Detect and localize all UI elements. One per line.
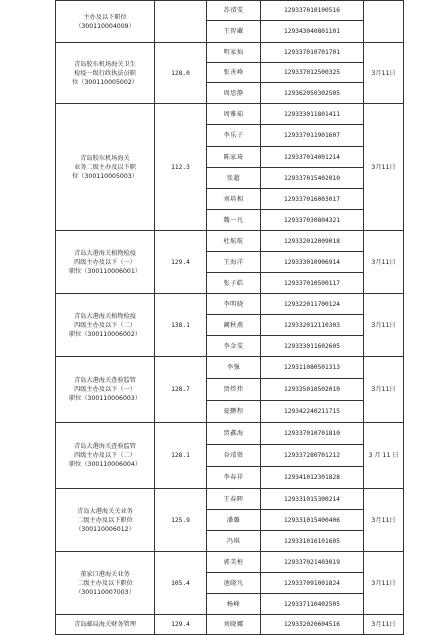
name-cell: 周思静	[207, 83, 261, 104]
position-line: （300110006012）	[75, 525, 135, 533]
ticket-id-cell: 129337010100516	[261, 1, 364, 21]
position-line: 位（300110005003）	[72, 172, 138, 180]
ticket-id-cell: 129337010701810	[261, 423, 364, 445]
date-cell: 3月11日	[364, 615, 404, 635]
position-line: 职位（300110006004）	[69, 461, 141, 468]
position-cell	[56, 43, 155, 104]
ticket-id-cell: 129337091001824	[261, 573, 364, 594]
ticket-id-cell: 129337010500117	[261, 273, 364, 294]
ticket-id-cell: 129337012500325	[261, 63, 364, 83]
name-cell: 贾炜炜	[207, 379, 261, 401]
date-cell: 3月11日	[364, 43, 404, 104]
date-cell: 3月11日	[364, 104, 404, 231]
name-cell: 阚秋燕	[207, 315, 261, 336]
ticket-id-cell: 129337014001214	[261, 147, 364, 168]
score-cell: 128.0	[155, 43, 207, 104]
ticket-id-cell: 129337016003017	[261, 189, 364, 210]
position-line: 青岛大港海关查验监管	[74, 377, 136, 384]
position-line: 青岛大港海关查验监管	[74, 443, 136, 450]
ticket-id-cell: 129337280701212	[261, 445, 364, 467]
ticket-id-cell: 129343040801101	[261, 21, 364, 43]
position-line: 四级主办及以下（二）	[74, 452, 136, 459]
position-cell	[56, 552, 155, 615]
date-cell: 3月11日	[364, 231, 404, 294]
name-cell: 王海洋	[207, 252, 261, 273]
name-cell: 李强	[207, 357, 261, 379]
ticket-id-cell: 129362050302505	[261, 83, 364, 104]
position-line: （300110007003）	[75, 588, 135, 596]
score-cell: 125.9	[155, 489, 207, 552]
ticket-id-cell: 129337021403019	[261, 552, 364, 573]
position-line: 职位（300110006002）	[69, 330, 141, 338]
score-cell: 128.1	[155, 423, 207, 489]
score-cell: 105.4	[155, 552, 207, 615]
position-cell	[56, 231, 155, 294]
name-cell: 谷靖资	[207, 445, 261, 467]
position-line: 二级主办及以下职位	[77, 579, 133, 587]
date-cell	[364, 1, 404, 43]
position-line: 职位（300110006003）	[69, 395, 141, 402]
ticket-id-cell: 129335010502010	[261, 379, 364, 401]
ticket-id-cell: 129333011801411	[261, 104, 364, 125]
ticket-id-cell: 129341012301828	[261, 467, 364, 489]
position-cell	[56, 104, 155, 231]
position-line: 青岛大港海关植物检疫	[74, 249, 136, 257]
position-line: 四级主办及以下（一）	[74, 386, 136, 393]
name-cell: 李明晓	[207, 294, 261, 315]
ticket-id-cell: 129332020604516	[261, 615, 364, 635]
position-cell	[56, 615, 155, 635]
name-cell: 周雅茹	[207, 104, 261, 125]
table-row	[56, 104, 404, 125]
position-line: 青岛大港海关植物检疫	[74, 312, 136, 320]
name-cell: 明家灿	[207, 43, 261, 63]
position-line: 青岛胶东机场海关卫生	[74, 60, 136, 68]
date-cell: 3月11日	[364, 294, 404, 357]
name-cell: 张善峰	[207, 63, 261, 83]
name-cell: 池晓凡	[207, 573, 261, 594]
position-line: 四级主办及以下（一）	[74, 258, 136, 266]
ticket-id-cell: 129333011602605	[261, 336, 364, 357]
name-cell: 王智藏	[207, 21, 261, 43]
position-line: 青岛邮局海关财务管理	[74, 621, 136, 628]
name-cell: 张子皓	[207, 273, 261, 294]
table-row	[56, 423, 404, 445]
score-table	[55, 0, 404, 635]
table-row	[56, 43, 404, 63]
position-cell	[56, 357, 155, 423]
position-line: 主办及以下职位	[83, 13, 127, 21]
name-cell: 杨峰	[207, 594, 261, 615]
ticket-id-cell: 129337030804321	[261, 210, 364, 231]
table-row	[56, 294, 404, 315]
ticket-id-cell: 129331016101605	[261, 531, 364, 552]
date-cell: 3 月 11 日	[364, 423, 404, 489]
date-cell: 3月11日	[364, 552, 404, 615]
position-line: 二级主办及以下职位	[77, 516, 133, 524]
position-line: 位（300110005002）	[72, 78, 138, 86]
ticket-id-cell: 129331015400406	[261, 510, 364, 531]
name-cell: 刘培相	[207, 189, 261, 210]
name-cell: 郭美桓	[207, 552, 261, 573]
ticket-id-cell: 129337011901607	[261, 125, 364, 147]
position-line: 职位（300110006001）	[69, 267, 141, 275]
name-cell: 刘晓娜	[207, 615, 261, 635]
table-row	[56, 231, 404, 252]
ticket-id-cell: 129332012009018	[261, 231, 364, 252]
name-cell: 王春晖	[207, 489, 261, 510]
date-cell: 3月11日	[364, 357, 404, 423]
score-cell: 129.4	[155, 231, 207, 294]
ticket-id-cell: 129332012110303	[261, 315, 364, 336]
table-row	[56, 1, 404, 21]
score-cell: 129.4	[155, 615, 207, 635]
table-row	[56, 357, 404, 379]
name-cell: 魏一凡	[207, 210, 261, 231]
position-cell	[56, 294, 155, 357]
name-cell: 夏鹏程	[207, 401, 261, 423]
table-row	[56, 489, 404, 510]
position-line: 四级主办及以下（二）	[74, 321, 136, 329]
ticket-id-cell: 129311080501313	[261, 357, 364, 379]
name-cell: 贾鑫海	[207, 423, 261, 445]
ticket-id-cell: 129331015300214	[261, 489, 364, 510]
name-cell: 潘璐	[207, 510, 261, 531]
position-line: 检疫一级行政执法员职	[74, 69, 136, 77]
table-row	[56, 615, 404, 635]
name-cell: 李乐子	[207, 125, 261, 147]
ticket-id-cell: 129342240211715	[261, 401, 364, 423]
ticket-id-cell: 129337010701701	[261, 43, 364, 63]
name-cell: 李金雯	[207, 336, 261, 357]
score-cell: 112.3	[155, 104, 207, 231]
score-cell	[155, 1, 207, 43]
score-cell: 128.7	[155, 357, 207, 423]
table-row	[56, 552, 404, 573]
name-cell: 李春祥	[207, 467, 261, 489]
name-cell: 冯琪	[207, 531, 261, 552]
ticket-id-cell: 129322011700124	[261, 294, 364, 315]
position-line: 青岛胶东机场海关	[80, 154, 130, 162]
name-cell: 杜航航	[207, 231, 261, 252]
position-line: 业务二级主办及以下职	[74, 163, 136, 171]
position-cell	[56, 489, 155, 552]
ticket-id-cell: 129337015402010	[261, 168, 364, 189]
name-cell: 苏靖雯	[207, 1, 261, 21]
date-cell: 3月11日	[364, 489, 404, 552]
ticket-id-cell: 129333010906914	[261, 252, 364, 273]
name-cell: 张超	[207, 168, 261, 189]
score-cell: 138.1	[155, 294, 207, 357]
position-cell	[56, 1, 155, 43]
position-cell	[56, 423, 155, 489]
name-cell: 陈家琦	[207, 147, 261, 168]
position-line: （300110004009）	[75, 22, 135, 30]
position-line: 青岛大港海关关业务	[77, 507, 133, 515]
ticket-id-cell: 129337110402505	[261, 594, 364, 615]
position-line: 董家口港海关业务	[80, 570, 130, 578]
